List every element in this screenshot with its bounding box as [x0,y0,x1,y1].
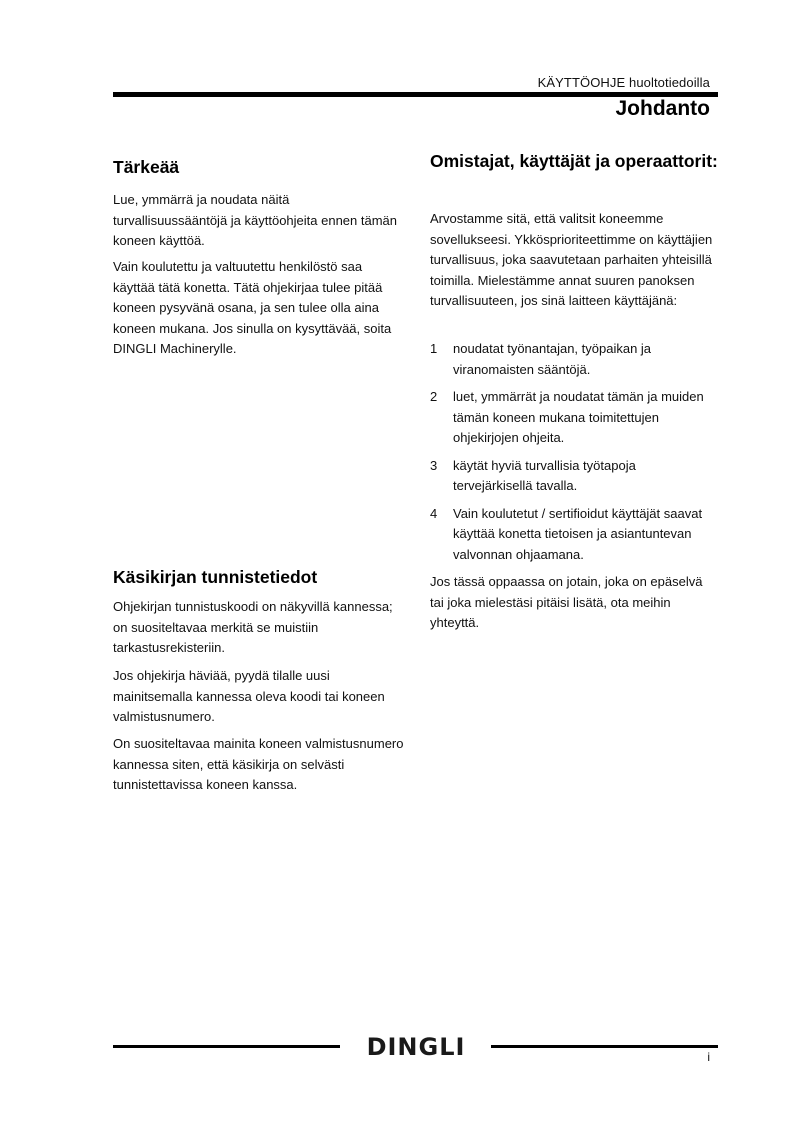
list-number: 1 [430,341,438,356]
list-number: 2 [430,389,438,404]
list-number: 3 [430,457,438,473]
dingli-logo: DINGLI [366,1033,466,1061]
owners-list [430,339,718,572]
page-number: i [707,1050,710,1064]
list-number: 4 [430,505,438,521]
identification-paragraph: On suositeltavaa mainita koneen valmistusnumero kannessa siten, että käsikirja on selvästi tunnistettavissa koneen kanssa. [113,736,404,792]
list-item [430,504,718,566]
important-paragraph: Vain koulutettu ja valtuutettu henkilöstö saa käyttää tätä konetta. Tätä ohjekirjaa tulee pitää koneen pysyvänä osana, ja sen tulee olla aina koneen mukana. Jos sinulla on kysyttävää, soita DINGLI Machinerylle. [113,259,392,356]
list-text: Vain koulutetut / sertifioidut käyttäjät saavat käyttää konetta tietoisen ja asiantuntevan valvonnan ohjaamana. [453,505,703,562]
list-item [430,339,718,380]
owners-outro: Jos tässä oppaassa on jotain, joka on epäselvä tai joka mielestäsi pitäisi lisätä, ota meihin yhteyttä. [430,574,703,630]
footer-rule-left [113,1045,340,1048]
list-item [430,387,718,449]
document-title: KÄYTTÖOHJE huoltotiedoilla [537,75,710,90]
identification-paragraph: Jos ohjekirja häviää, pyydä tilalle uusi mainitsemalla kannessa oleva koodi tai koneen valmistusnumero. [113,668,385,724]
identification-heading: Käsikirjan tunnistetiedot [113,567,318,587]
important-paragraph: Lue, ymmärrä ja noudata näitä turvallisuussääntöjä ja käyttöohjeita ennen tämän koneen käyttöä. [113,192,398,248]
footer-rule-right [491,1045,718,1048]
section-title: Johdanto [615,97,710,120]
identification-paragraph: Ohjekirjan tunnistuskoodi on näkyvillä kannessa; on suositeltavaa merkitä se muistiin tarkastusrekisteriin. [113,599,393,655]
owners-intro: Arvostamme sitä, että valitsit koneemme sovellukseesi. Ykkösprioriteettimme on käyttäjien turvallisuus, joka saavutetaan parhaiten yhteisillä toimilla. Mielestämme annat suuren panoksen turvallisuuteen, jos sinä laitteen käyttäjänä: [430,211,713,308]
important-heading: Tärkeää [113,157,180,177]
list-text: käytät hyviä turvallisia työtapoja tervejärkisellä tavalla. [453,457,636,493]
list-item [430,456,718,497]
list-text: luet, ymmärrät ja noudatat tämän ja muiden tämän koneen mukana toimitettujen ohjekirjojen ohjeita. [453,389,704,445]
list-text: noudatat työnantajan, työpaikan ja viranomaisten sääntöjä. [453,341,652,377]
owners-heading: Omistajat, käyttäjät ja operaattorit: [430,151,718,171]
